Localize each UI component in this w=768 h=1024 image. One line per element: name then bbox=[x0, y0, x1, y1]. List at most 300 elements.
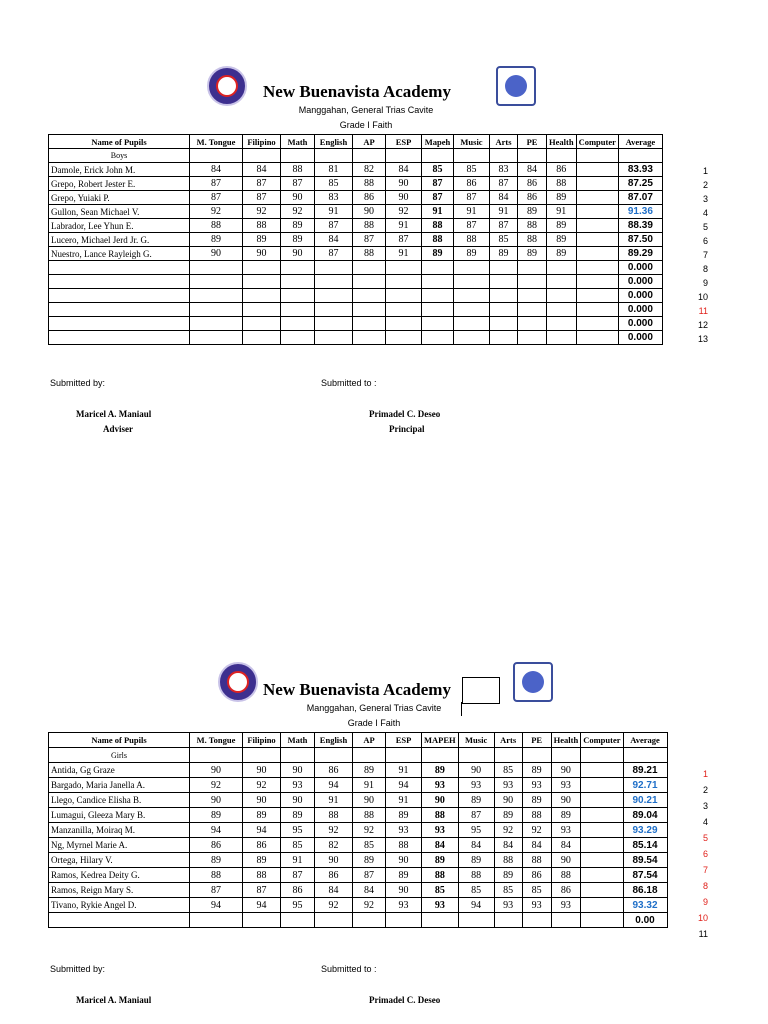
row-number: 2 bbox=[702, 180, 708, 190]
table-row bbox=[49, 853, 668, 868]
grade-cell: 89 bbox=[494, 808, 522, 823]
grade-cell bbox=[581, 883, 623, 898]
grade-cell: 92 bbox=[353, 898, 386, 913]
grade-cell: 84 bbox=[422, 838, 459, 853]
grade-cell bbox=[490, 303, 518, 317]
grade-cell bbox=[190, 331, 243, 345]
grade-cell: 87 bbox=[243, 177, 281, 191]
grade-cell: 83 bbox=[490, 163, 518, 177]
row-number: 4 bbox=[702, 817, 708, 827]
grade-cell bbox=[281, 303, 315, 317]
grade-cell: 87 bbox=[243, 191, 281, 205]
grade-cell: 88 bbox=[494, 853, 522, 868]
grade-cell: 89 bbox=[243, 853, 281, 868]
grade-cell: 89 bbox=[422, 763, 459, 778]
grade-cell: 86 bbox=[281, 883, 315, 898]
grade-cell: 92 bbox=[315, 823, 353, 838]
row-number: 11 bbox=[698, 306, 708, 316]
column-header: Computer bbox=[576, 135, 618, 149]
pupil-name: Antida, Gg Graze bbox=[49, 763, 190, 778]
grade-cell: 89 bbox=[190, 233, 243, 247]
grade-cell: 92 bbox=[315, 898, 353, 913]
pupil-name: Ng, Myrnel Marie A. bbox=[49, 838, 190, 853]
grade-cell bbox=[581, 793, 623, 808]
grade-cell bbox=[386, 317, 422, 331]
empty-cell bbox=[190, 149, 243, 163]
girls-sheet bbox=[0, 600, 768, 1024]
column-header: Average bbox=[618, 135, 662, 149]
average-cell: 89.04 bbox=[623, 808, 667, 823]
boys-grades-table bbox=[48, 134, 663, 345]
grade-cell: 82 bbox=[353, 163, 386, 177]
average-cell: 87.54 bbox=[623, 868, 667, 883]
grade-cell: 89 bbox=[386, 868, 422, 883]
principal-name: Primadel C. Deseo bbox=[369, 995, 441, 1005]
grade-cell bbox=[576, 317, 618, 331]
grade-cell: 85 bbox=[454, 163, 490, 177]
grade-cell bbox=[315, 913, 353, 928]
grade-cell bbox=[422, 289, 454, 303]
table-row bbox=[49, 331, 663, 345]
grade-cell bbox=[581, 853, 623, 868]
pupil-name bbox=[49, 913, 190, 928]
grade-cell bbox=[547, 303, 577, 317]
pupil-name: Nuestro, Lance Rayleigh G. bbox=[49, 247, 190, 261]
grade-cell: 93 bbox=[386, 823, 422, 838]
grade-cell bbox=[576, 331, 618, 345]
grade-cell: 86 bbox=[547, 163, 577, 177]
empty-cell bbox=[315, 149, 353, 163]
row-number: 3 bbox=[702, 194, 708, 204]
grade-cell: 91 bbox=[386, 219, 422, 233]
grade-cell: 84 bbox=[494, 838, 522, 853]
average-cell: 90.21 bbox=[623, 793, 667, 808]
column-header: Filipino bbox=[243, 135, 281, 149]
grade-cell: 94 bbox=[315, 778, 353, 793]
grade-cell: 86 bbox=[315, 868, 353, 883]
row-number: 7 bbox=[702, 250, 708, 260]
grade-cell: 89 bbox=[243, 808, 281, 823]
table-row bbox=[49, 289, 663, 303]
grade-cell: 85 bbox=[353, 838, 386, 853]
average-cell: 0.000 bbox=[618, 317, 662, 331]
grade-cell: 90 bbox=[243, 763, 281, 778]
table-row bbox=[49, 191, 663, 205]
grade-cell: 89 bbox=[490, 247, 518, 261]
grade-cell bbox=[518, 289, 547, 303]
grade-cell bbox=[353, 303, 386, 317]
grade-cell bbox=[581, 823, 623, 838]
grade-cell: 86 bbox=[551, 883, 581, 898]
row-number: 5 bbox=[702, 222, 708, 232]
grade-cell: 89 bbox=[353, 763, 386, 778]
grade-cell: 91 bbox=[490, 205, 518, 219]
principal-name: Primadel C. Deseo bbox=[369, 409, 441, 419]
average-cell: 93.32 bbox=[623, 898, 667, 913]
pupil-name: Ramos, Kedrea Deity G. bbox=[49, 868, 190, 883]
grade-cell: 90 bbox=[190, 793, 243, 808]
pupil-name bbox=[49, 289, 190, 303]
grade-cell: 92 bbox=[386, 205, 422, 219]
grade-cell: 86 bbox=[315, 763, 353, 778]
grade-cell: 93 bbox=[422, 823, 459, 838]
table-row bbox=[49, 247, 663, 261]
grade-cell bbox=[518, 275, 547, 289]
grade-cell: 89 bbox=[190, 808, 243, 823]
grade-cell bbox=[581, 763, 623, 778]
grade-cell: 88 bbox=[353, 177, 386, 191]
grade-cell: 84 bbox=[386, 163, 422, 177]
table-row bbox=[49, 275, 663, 289]
grade-cell: 89 bbox=[281, 233, 315, 247]
grade-cell bbox=[353, 331, 386, 345]
table-row bbox=[49, 898, 668, 913]
grade-cell: 84 bbox=[315, 883, 353, 898]
grade-cell bbox=[576, 275, 618, 289]
empty-cell bbox=[243, 149, 281, 163]
grade-cell: 84 bbox=[551, 838, 581, 853]
grade-cell: 89 bbox=[422, 853, 459, 868]
grade-cell bbox=[547, 331, 577, 345]
grade-cell: 87 bbox=[422, 191, 454, 205]
grade-cell: 89 bbox=[518, 205, 547, 219]
table-row bbox=[49, 868, 668, 883]
row-number: 10 bbox=[697, 292, 708, 302]
grade-cell: 90 bbox=[243, 247, 281, 261]
table-row bbox=[49, 808, 668, 823]
column-header: Computer bbox=[581, 733, 623, 748]
grade-cell: 93 bbox=[551, 823, 581, 838]
pupil-name: Gullon, Sean Michael V. bbox=[49, 205, 190, 219]
column-header: Name of Pupils bbox=[49, 733, 190, 748]
header-row bbox=[49, 135, 663, 149]
school-name: New Buenavista Academy bbox=[263, 82, 451, 101]
average-cell: 85.14 bbox=[623, 838, 667, 853]
row-number: 9 bbox=[702, 278, 708, 288]
grade-cell bbox=[576, 177, 618, 191]
school-address: Manggahan, General Trias Cavite bbox=[306, 703, 442, 713]
average-cell: 91.36 bbox=[618, 205, 662, 219]
row-number: 3 bbox=[702, 801, 708, 811]
grade-cell bbox=[454, 303, 490, 317]
grade-cell: 88 bbox=[386, 838, 422, 853]
empty-cell bbox=[315, 748, 353, 763]
empty-cell bbox=[353, 748, 386, 763]
empty-cell bbox=[386, 149, 422, 163]
grade-cell bbox=[581, 778, 623, 793]
grade-cell: 89 bbox=[422, 247, 454, 261]
average-cell: 89.21 bbox=[623, 763, 667, 778]
average-cell: 89.29 bbox=[618, 247, 662, 261]
grade-cell bbox=[243, 913, 281, 928]
column-header: M. Tongue bbox=[190, 733, 243, 748]
grade-section: Grade I Faith bbox=[339, 120, 393, 130]
deped-seal-icon bbox=[513, 662, 553, 702]
table-row bbox=[49, 205, 663, 219]
grade-cell bbox=[518, 303, 547, 317]
row-number: 11 bbox=[698, 929, 708, 939]
grade-cell: 85 bbox=[490, 233, 518, 247]
pupil-name: Lucero, Michael Jerd Jr. G. bbox=[49, 233, 190, 247]
grade-cell bbox=[315, 331, 353, 345]
grade-cell: 89 bbox=[353, 853, 386, 868]
grade-cell: 89 bbox=[458, 793, 494, 808]
empty-cell bbox=[490, 149, 518, 163]
grade-cell bbox=[576, 205, 618, 219]
school-logo-icon bbox=[218, 662, 258, 702]
grade-cell: 94 bbox=[458, 898, 494, 913]
grade-cell: 88 bbox=[190, 868, 243, 883]
pupil-name bbox=[49, 331, 190, 345]
average-cell: 87.25 bbox=[618, 177, 662, 191]
school-address: Manggahan, General Trias Cavite bbox=[298, 105, 434, 115]
grade-cell: 92 bbox=[353, 823, 386, 838]
empty-box bbox=[462, 677, 500, 704]
grade-cell: 85 bbox=[315, 177, 353, 191]
grade-cell: 90 bbox=[551, 763, 581, 778]
grade-cell: 89 bbox=[281, 219, 315, 233]
column-header: ESP bbox=[386, 135, 422, 149]
grade-cell bbox=[315, 317, 353, 331]
grade-cell bbox=[386, 275, 422, 289]
grade-cell: 87 bbox=[190, 177, 243, 191]
grade-cell: 91 bbox=[353, 778, 386, 793]
column-header: M. Tongue bbox=[190, 135, 243, 149]
grade-cell bbox=[422, 303, 454, 317]
row-number: 6 bbox=[702, 236, 708, 246]
grade-cell bbox=[315, 275, 353, 289]
pupil-name: Manzanilla, Moiraq M. bbox=[49, 823, 190, 838]
grade-cell: 90 bbox=[190, 763, 243, 778]
row-number: 1 bbox=[702, 769, 708, 779]
submitted-to-label: Submitted to : bbox=[321, 964, 377, 974]
grade-cell: 84 bbox=[518, 163, 547, 177]
grade-cell: 91 bbox=[315, 793, 353, 808]
principal-role: Principal bbox=[389, 424, 425, 434]
pupil-name: Lumagui, Gleeza Mary B. bbox=[49, 808, 190, 823]
grade-cell: 93 bbox=[422, 778, 459, 793]
grade-cell bbox=[576, 303, 618, 317]
average-cell: 86.18 bbox=[623, 883, 667, 898]
grade-cell: 88 bbox=[243, 219, 281, 233]
grade-cell: 86 bbox=[454, 177, 490, 191]
grade-cell: 95 bbox=[281, 823, 315, 838]
grade-cell bbox=[281, 331, 315, 345]
grade-cell: 88 bbox=[422, 219, 454, 233]
grade-cell: 85 bbox=[522, 883, 551, 898]
grade-cell: 91 bbox=[547, 205, 577, 219]
grade-cell: 90 bbox=[190, 247, 243, 261]
grade-cell bbox=[581, 868, 623, 883]
average-cell: 0.000 bbox=[618, 289, 662, 303]
table-row bbox=[49, 163, 663, 177]
grade-cell bbox=[454, 261, 490, 275]
grade-cell bbox=[454, 317, 490, 331]
school-logo-icon bbox=[207, 66, 247, 106]
grade-cell: 85 bbox=[281, 838, 315, 853]
grade-cell: 88 bbox=[353, 219, 386, 233]
grade-cell: 85 bbox=[494, 763, 522, 778]
grade-cell: 90 bbox=[458, 763, 494, 778]
grade-cell: 89 bbox=[522, 793, 551, 808]
table-row bbox=[49, 303, 663, 317]
grade-cell: 93 bbox=[522, 778, 551, 793]
average-cell: 87.07 bbox=[618, 191, 662, 205]
grade-cell bbox=[547, 261, 577, 275]
grade-cell bbox=[386, 331, 422, 345]
grade-cell bbox=[281, 275, 315, 289]
empty-cell bbox=[458, 748, 494, 763]
grade-cell: 92 bbox=[243, 205, 281, 219]
grade-cell: 90 bbox=[281, 793, 315, 808]
group-label: Boys bbox=[49, 149, 190, 163]
grade-cell bbox=[490, 261, 518, 275]
pupil-name bbox=[49, 303, 190, 317]
grade-cell bbox=[454, 289, 490, 303]
row-number: 7 bbox=[702, 865, 708, 875]
grade-cell bbox=[494, 913, 522, 928]
grade-cell: 92 bbox=[190, 778, 243, 793]
table-row bbox=[49, 317, 663, 331]
grade-cell bbox=[518, 261, 547, 275]
row-number: 5 bbox=[702, 833, 708, 843]
empty-cell bbox=[243, 748, 281, 763]
empty-cell bbox=[281, 748, 315, 763]
column-header: Music bbox=[454, 135, 490, 149]
submitted-to-label: Submitted to : bbox=[321, 378, 377, 388]
grade-cell bbox=[243, 303, 281, 317]
grade-cell bbox=[454, 331, 490, 345]
grade-cell: 93 bbox=[386, 898, 422, 913]
box-line bbox=[461, 702, 462, 716]
grade-cell: 94 bbox=[190, 898, 243, 913]
grade-cell: 84 bbox=[243, 163, 281, 177]
grade-cell bbox=[190, 913, 243, 928]
column-header: PE bbox=[518, 135, 547, 149]
column-header: AP bbox=[353, 733, 386, 748]
grade-cell bbox=[190, 317, 243, 331]
grade-cell bbox=[386, 289, 422, 303]
grade-cell bbox=[490, 331, 518, 345]
table-row bbox=[49, 763, 668, 778]
deped-seal-icon bbox=[496, 66, 536, 106]
grade-cell: 90 bbox=[281, 191, 315, 205]
pupil-name: Llego, Candice Elisha B. bbox=[49, 793, 190, 808]
pupil-name: Bargado, Maria Janella A. bbox=[49, 778, 190, 793]
grade-cell: 88 bbox=[422, 868, 459, 883]
grade-cell bbox=[243, 289, 281, 303]
grade-cell: 89 bbox=[243, 233, 281, 247]
table-row bbox=[49, 823, 668, 838]
empty-cell bbox=[576, 149, 618, 163]
group-row bbox=[49, 149, 663, 163]
grade-cell bbox=[315, 289, 353, 303]
grade-cell bbox=[190, 275, 243, 289]
grade-cell: 89 bbox=[522, 763, 551, 778]
empty-cell bbox=[547, 149, 577, 163]
header-row bbox=[49, 733, 668, 748]
grade-cell bbox=[422, 317, 454, 331]
grade-cell: 88 bbox=[353, 808, 386, 823]
empty-cell bbox=[494, 748, 522, 763]
grade-cell: 93 bbox=[551, 898, 581, 913]
grade-cell: 87 bbox=[315, 247, 353, 261]
grade-cell: 92 bbox=[243, 778, 281, 793]
grade-cell: 93 bbox=[551, 778, 581, 793]
grade-cell: 91 bbox=[281, 853, 315, 868]
row-number: 4 bbox=[702, 208, 708, 218]
grade-cell: 88 bbox=[522, 853, 551, 868]
grade-cell: 86 bbox=[518, 191, 547, 205]
grade-cell: 84 bbox=[522, 838, 551, 853]
column-header: Arts bbox=[494, 733, 522, 748]
grade-cell bbox=[581, 838, 623, 853]
column-header: Mapeh bbox=[422, 135, 454, 149]
empty-cell bbox=[518, 149, 547, 163]
grade-cell bbox=[581, 808, 623, 823]
adviser-role: Adviser bbox=[103, 424, 133, 434]
row-number: 13 bbox=[697, 334, 708, 344]
empty-cell bbox=[281, 149, 315, 163]
table-row bbox=[49, 883, 668, 898]
grade-cell: 93 bbox=[281, 778, 315, 793]
grade-cell bbox=[581, 913, 623, 928]
row-number: 10 bbox=[697, 913, 708, 923]
grade-cell: 88 bbox=[422, 233, 454, 247]
grade-cell: 88 bbox=[551, 868, 581, 883]
grade-cell bbox=[422, 261, 454, 275]
grade-cell: 91 bbox=[386, 247, 422, 261]
school-name: New Buenavista Academy bbox=[263, 680, 451, 699]
grade-cell: 89 bbox=[281, 808, 315, 823]
empty-cell bbox=[551, 748, 581, 763]
grade-cell: 87 bbox=[190, 191, 243, 205]
average-cell: 0.000 bbox=[618, 275, 662, 289]
grade-cell: 88 bbox=[315, 808, 353, 823]
empty-cell bbox=[454, 149, 490, 163]
column-header: PE bbox=[522, 733, 551, 748]
grade-cell: 87 bbox=[315, 219, 353, 233]
grade-cell: 87 bbox=[243, 883, 281, 898]
grade-cell: 86 bbox=[353, 191, 386, 205]
row-number: 8 bbox=[702, 264, 708, 274]
grade-cell bbox=[281, 317, 315, 331]
grade-cell bbox=[353, 913, 386, 928]
grade-cell: 92 bbox=[494, 823, 522, 838]
empty-cell bbox=[353, 149, 386, 163]
column-header: Math bbox=[281, 733, 315, 748]
grade-cell: 84 bbox=[190, 163, 243, 177]
table-row bbox=[49, 913, 668, 928]
table-row bbox=[49, 233, 663, 247]
empty-cell bbox=[623, 748, 667, 763]
grade-cell: 86 bbox=[190, 838, 243, 853]
grade-cell: 88 bbox=[518, 219, 547, 233]
grade-cell: 88 bbox=[422, 808, 459, 823]
pupil-name: Ortega, Hilary V. bbox=[49, 853, 190, 868]
grade-cell bbox=[490, 289, 518, 303]
average-cell: 88.39 bbox=[618, 219, 662, 233]
grade-cell: 85 bbox=[422, 163, 454, 177]
table-row bbox=[49, 219, 663, 233]
grade-cell bbox=[281, 289, 315, 303]
grade-cell bbox=[547, 275, 577, 289]
grade-cell: 91 bbox=[315, 205, 353, 219]
row-number: 2 bbox=[702, 785, 708, 795]
grade-cell: 84 bbox=[490, 191, 518, 205]
pupil-name: Ramos, Reign Mary S. bbox=[49, 883, 190, 898]
average-cell: 92.71 bbox=[623, 778, 667, 793]
